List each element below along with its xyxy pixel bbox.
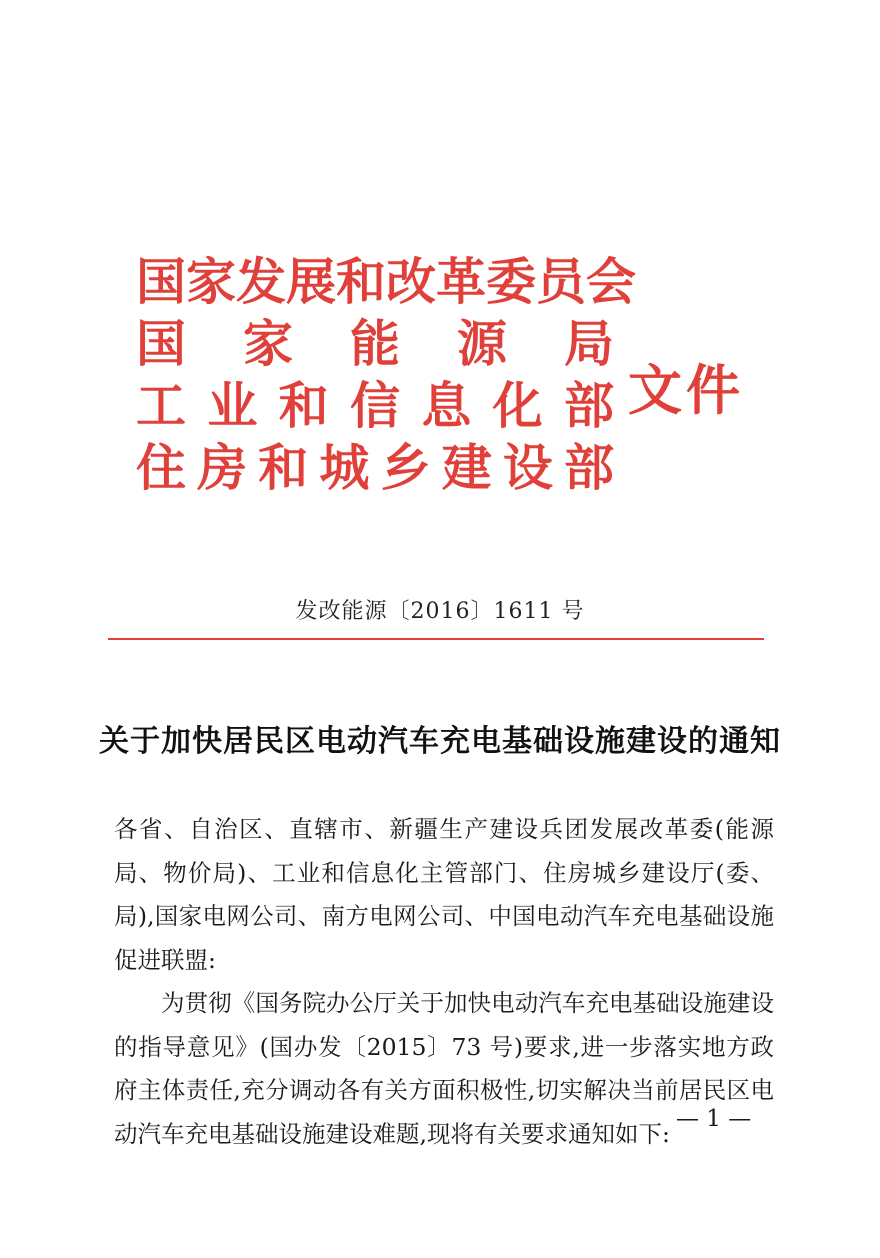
issuer-char: 会	[586, 253, 636, 311]
document-header	[136, 252, 756, 512]
body-paragraph: 为贯彻《国务院办公厅关于加快电动汽车充电基础设施建设的指导意见》(国办发〔2015〕73 号)要求,进一步落实地方政府主体责任,充分调动各有关方面积极性,切实解决当前居民区电动汽车充电基础设施建设难题,现将有关要求通知如下:	[114, 989, 774, 1148]
issuer-char: 化	[492, 377, 543, 435]
issuer-char: 能	[350, 315, 400, 373]
red-divider	[108, 638, 764, 640]
issuer-char: 工	[136, 377, 186, 435]
issuer-char: 建	[441, 439, 492, 497]
document-number: 发改能源〔2016〕1611 号	[295, 599, 585, 624]
issuer-char: 和	[258, 439, 309, 497]
issuer-char: 改	[386, 253, 436, 311]
issuer-char: 国	[136, 315, 186, 373]
issuer-char: 委	[486, 253, 536, 311]
issuer-char: 房	[197, 439, 248, 497]
issuer-char: 家	[243, 315, 293, 373]
issuer-char: 部	[563, 439, 614, 497]
issuer-char: 发	[236, 253, 286, 311]
issuer-name	[136, 252, 636, 312]
issuer-char: 和	[336, 253, 386, 311]
addressee-line: 各省、自治区、直辖市、新疆生产建设兵团发展改革委(能源局、物价局)、工业和信息化主管部门、住房城乡建设厅(委、局),国家电网公司、南方电网公司、中国电动汽车充电基础设施促进联盟:	[114, 815, 774, 974]
issuer-char: 乡	[380, 439, 431, 497]
issuer-char: 革	[436, 253, 486, 311]
page-number: — 1 —	[676, 1106, 752, 1132]
issuer-char: 业	[207, 377, 258, 435]
issuer-name	[136, 314, 614, 374]
issuer-char: 部	[563, 377, 614, 435]
document-body	[114, 808, 774, 1156]
issuer-char: 员	[536, 253, 586, 311]
issuer-name	[136, 438, 614, 498]
issuer-char: 息	[421, 377, 472, 435]
issuer-char: 展	[286, 253, 336, 311]
issuer-char: 源	[457, 315, 507, 373]
document-title: 关于加快居民区电动汽车充电基础设施建设的通知	[99, 724, 781, 759]
issuer-char: 信	[349, 377, 400, 435]
issuer-char: 和	[278, 377, 329, 435]
issuer-char: 家	[186, 253, 236, 311]
issuer-char: 设	[502, 439, 553, 497]
file-word: 文件	[628, 359, 744, 422]
issuer-name	[136, 376, 614, 436]
issuer-char: 国	[136, 253, 186, 311]
issuer-char: 住	[136, 439, 186, 497]
issuer-list	[136, 252, 636, 500]
issuer-char: 城	[319, 439, 370, 497]
issuer-char: 局	[564, 315, 614, 373]
